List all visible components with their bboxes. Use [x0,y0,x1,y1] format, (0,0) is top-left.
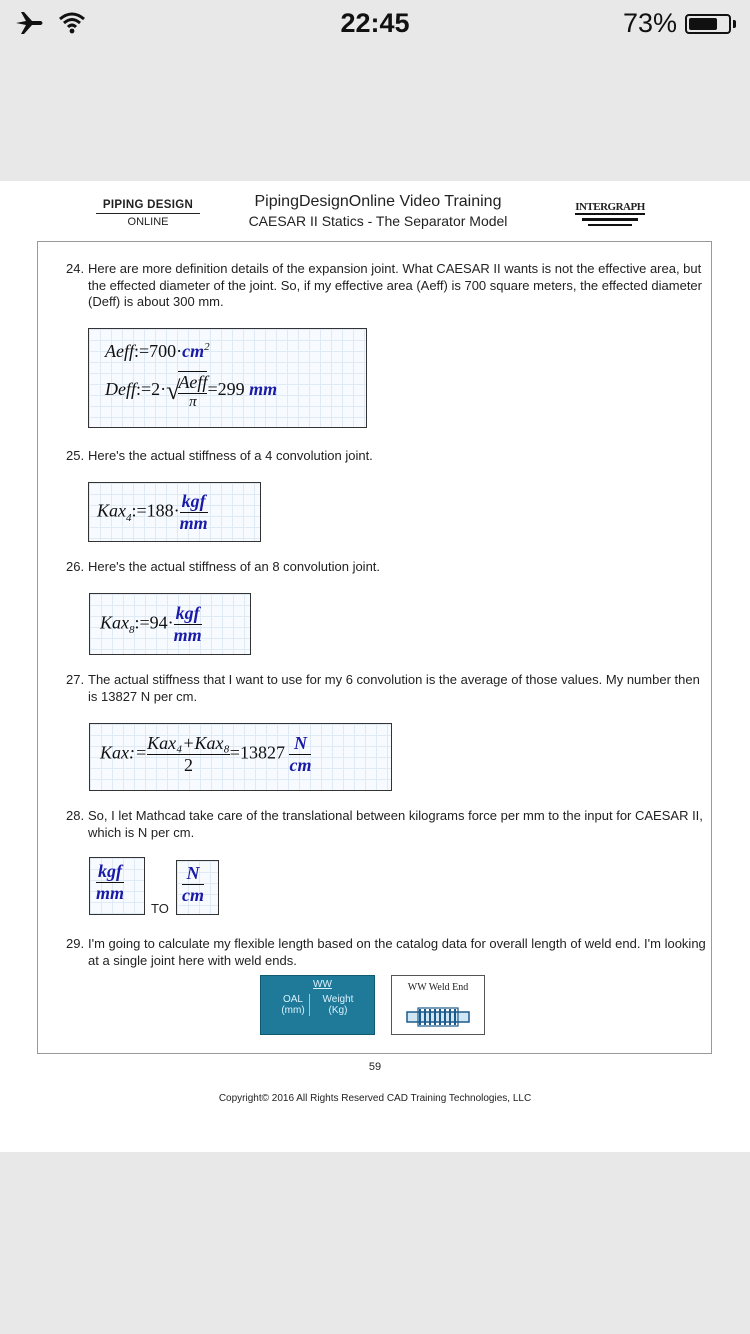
list-item: 24. Here are more definition details of the expansion joint. What CAESAR II wants is not the effective area, but the effected diameter of the joint. So, if my effective area (Aeff) is 700 square meters, the effected diameter (Deff) is about 300 mm. [66,261,702,309]
status-time: 22:45 [340,8,410,38]
unit-n-per-cm: $\frac{N}{cm}$ [176,860,219,915]
copyright-text: Copyright© 2016 All Rights Reserved CAD Training Technologies, LLC [218,1093,532,1104]
intergraph-logo: INTERGRAPH [566,197,654,226]
list-item: 27. The actual stiffness that I want to use for my 6 convolution is the average of those values. My number then is 13827 N per cm. [66,672,700,704]
equation-kax8: Kax$_8$:=94· $\frac{\text{kgf}}{mm}$ [89,593,251,655]
equation-aeff-deff: $Aeff:=700\cdot cm^2$ Deff:=2·√ $\frac{\text{Aeff}}{\pi}$ =299 mm [88,328,367,428]
to-label: TO [151,901,169,916]
equation-kax-average: Kax:= $\frac{\text{Kax₄+Kax₈}}{2}$ =13827 $\frac{N}{cm}$ [89,723,392,791]
unit-kgf-per-mm: $\frac{\text{kgf}}{mm}$ [89,857,145,915]
page-header [0,193,750,243]
catalog-table-image: WW OAL (mm) Weight (Kg) [260,975,375,1035]
equation-kax4: Kax$_4$:=188· $\frac{\text{kgf}}{mm}$ [88,482,261,542]
list-item: 26. Here's the actual stiffness of an 8 convolution joint. [66,559,381,574]
battery-icon [685,14,731,34]
document-title: PipingDesignOnline Video Training [254,193,502,210]
list-item: 29. I'm going to calculate my flexible length based on the catalog data for overall length of weld end. I'm looking at a single joint here with weld ends. [66,936,706,968]
document-subtitle: CAESAR II Statics - The Separator Model [248,213,508,229]
list-item: 25. Here's the actual stiffness of a 4 convolution joint. [66,448,373,463]
piping-design-logo: PIPING DESIGN ONLINE [96,199,200,228]
list-item: 28. So, I let Mathcad take care of the translational between kilograms force per mm to the input for CAESAR II, which is N per cm. [66,808,703,840]
weld-end-image: WW Weld End [391,975,485,1035]
bellows-joint-icon [406,1006,470,1028]
pdf-page[interactable] [0,181,750,1152]
page-number: 59 [368,1061,382,1073]
battery-percent: 73% [622,8,677,38]
status-bar [0,0,750,52]
